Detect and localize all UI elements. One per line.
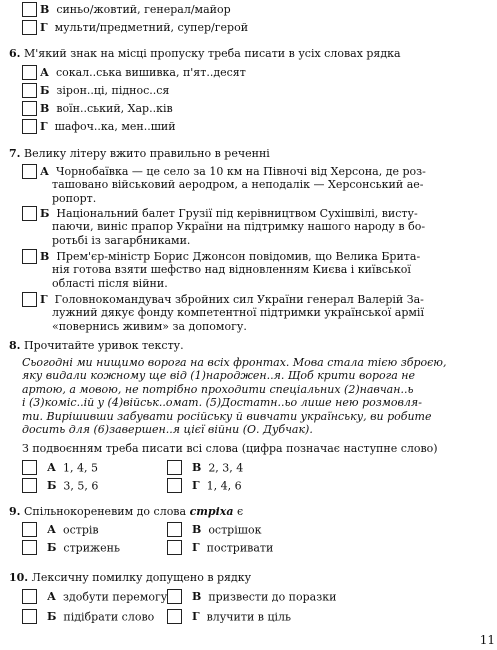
answer-checkbox[interactable] <box>22 65 37 80</box>
option-a: А здобути перемогу <box>22 589 167 604</box>
answer-checkbox[interactable] <box>22 101 37 116</box>
text-passage: Сьогодні ми нищимо ворога на всіх фронтах. Мова стала тією зброєю, яку видали кожному ще від (1)народжен..я. Щоб крити ворога не артою, а мовою, не потрібно проходити спеціальних (2)навчан..ь і (3)коміс..ій у (4)військ..омат. (5)Достатн..ьо лише нею розмовля- ти. Вирішивши забувати російську й вивчати українську, ви робите досить для (6)завершен..я цієї війни (О. Дубчак). <box>22 356 447 437</box>
question-10-title: 10. Лексичну помилку допущено в рядку <box>9 571 252 584</box>
option-g: Г мульти/предметний, супер/герой <box>40 21 249 34</box>
option-b: Б Національний балет Грузії під керівництвом Сухішвілі, висту- паючи, виніс прапор України на підтримку нашого народу в бо- ротьбі із загарбниками. <box>40 207 426 247</box>
answer-checkbox[interactable] <box>22 609 37 624</box>
option-b: Б 3, 5, 6 <box>22 478 98 493</box>
option-b: Б стрижень <box>22 540 120 555</box>
question-8-instruction: З подвоєнням треба писати всі слова (цифра позначає наступне слово) <box>22 442 438 455</box>
option-a: А сокал..ська вишивка, п'ят..десят <box>40 66 246 79</box>
option-v: В острішок <box>167 522 261 537</box>
answer-checkbox[interactable] <box>22 2 37 17</box>
answer-checkbox[interactable] <box>167 609 182 624</box>
option-b: Б зірон..ці, піднос..ся <box>40 84 170 97</box>
question-8-title: 8. Прочитайте уривок тексту. <box>9 339 184 352</box>
option-b: Б підібрати слово <box>22 609 154 624</box>
option-g: Г шафоч..ка, мен..ший <box>40 120 176 133</box>
question-7-title: 7. Велику літеру вжито правильно в реченні <box>9 147 270 160</box>
answer-checkbox[interactable] <box>22 83 37 98</box>
answer-checkbox[interactable] <box>167 478 182 493</box>
answer-checkbox[interactable] <box>167 540 182 555</box>
answer-checkbox[interactable] <box>167 522 182 537</box>
option-g: Г постривати <box>167 540 273 555</box>
answer-checkbox[interactable] <box>22 119 37 134</box>
answer-checkbox[interactable] <box>22 164 37 179</box>
option-v: В синьо/жовтий, генерал/майор <box>40 3 231 16</box>
answer-checkbox[interactable] <box>22 20 37 35</box>
option-g: Г 1, 4, 6 <box>167 478 242 493</box>
option-v: В 2, 3, 4 <box>167 460 243 475</box>
question-9-title: 9. Спільнокореневим до слова стріха є <box>9 505 244 518</box>
option-g: Г Головнокомандувач збройних сил України генерал Валерій За- лужний дякує фонду компетентної підтримки української армії «повернись живим» за допомогу. <box>40 293 424 333</box>
answer-checkbox[interactable] <box>167 589 182 604</box>
answer-checkbox[interactable] <box>22 206 37 221</box>
answer-checkbox[interactable] <box>167 460 182 475</box>
option-a: А острів <box>22 522 99 537</box>
option-a: А Чорнобаївка — це село за 10 км на Півночі від Херсона, де роз- ташовано військовий аеродром, а неподалік — Херсонський ае- ропорт. <box>40 165 426 205</box>
option-v: В Прем'єр-міністр Борис Джонсон повідомив, що Велика Брита- нія готова взяти шефство над відновленням Києва і київської області після війни. <box>40 250 421 290</box>
option-g: Г влучити в ціль <box>167 609 291 624</box>
page-number: 11 <box>479 632 495 647</box>
answer-checkbox[interactable] <box>22 292 37 307</box>
option-v: В воїн..ський, Хар..ків <box>40 102 173 115</box>
question-6-title: 6. М'який знак на місці пропуску треба писати в усіх словах рядка <box>9 47 401 60</box>
answer-checkbox[interactable] <box>22 249 37 264</box>
option-a: А 1, 4, 5 <box>22 460 98 475</box>
answer-checkbox[interactable] <box>22 460 37 475</box>
answer-checkbox[interactable] <box>22 522 37 537</box>
answer-checkbox[interactable] <box>22 589 37 604</box>
option-v: В призвести до поразки <box>167 589 336 604</box>
answer-checkbox[interactable] <box>22 478 37 493</box>
answer-checkbox[interactable] <box>22 540 37 555</box>
